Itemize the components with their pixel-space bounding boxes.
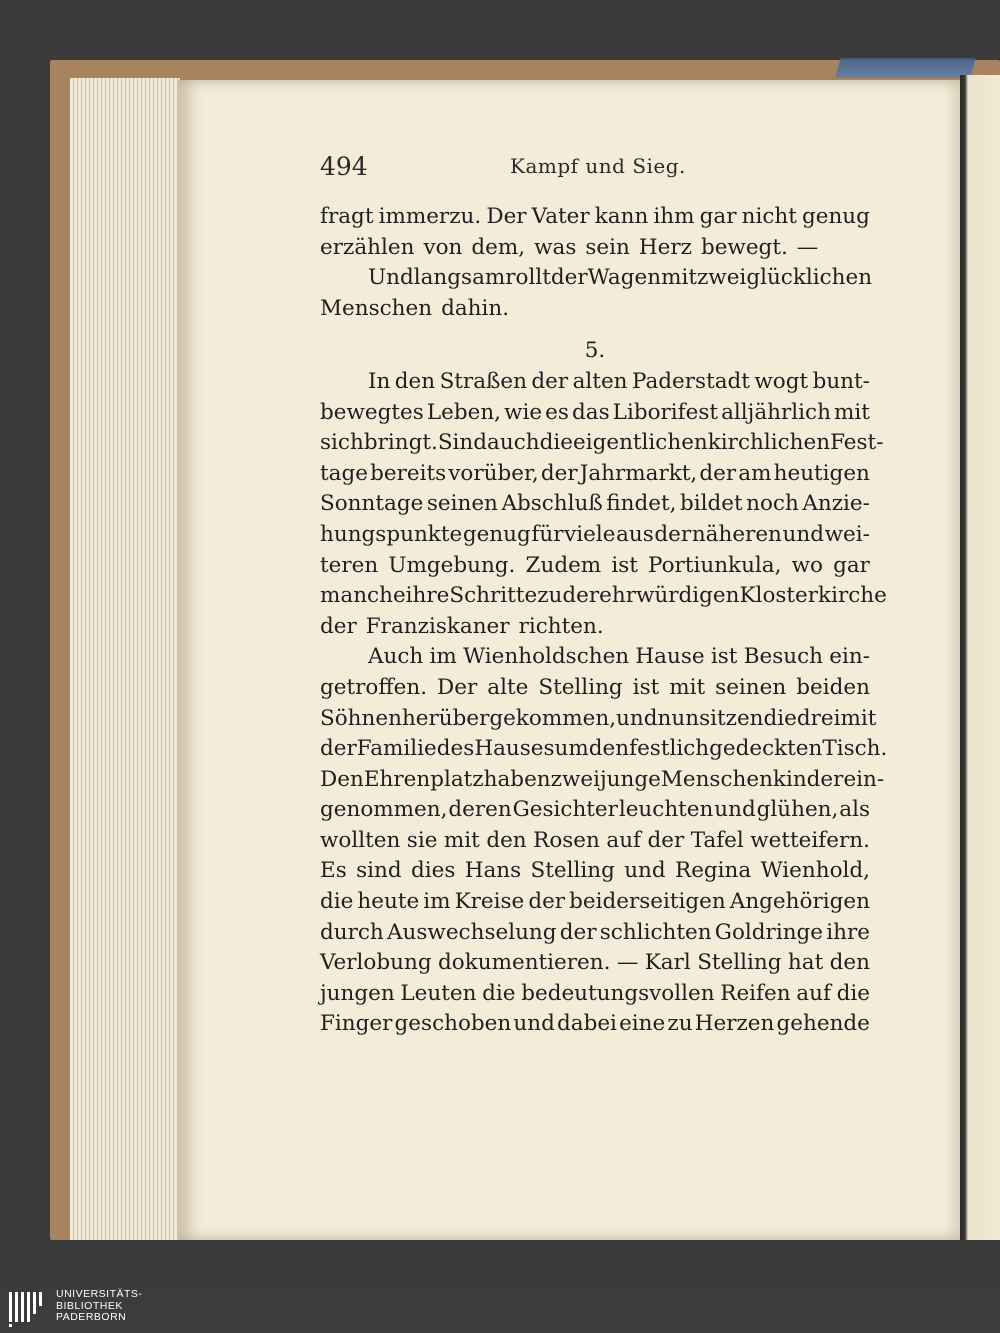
text-line: Söhnen herübergekommen, und nun sitzen die drei mit: [320, 705, 877, 731]
page-edges: [70, 78, 180, 1240]
text-line: Sonntage seinen Abschluß findet, bildet noch Anzie-: [320, 491, 870, 517]
running-title: Kampf und Sieg.: [510, 154, 686, 178]
text-line: teren Umgebung. Zudem ist Portiunkula, wo gar: [320, 552, 870, 578]
text-line: hungspunkte genug für viele aus der näheren und wei-: [320, 521, 870, 547]
section-gap: [320, 324, 870, 336]
text-line: fragt immerzu. Der Vater kann ihm gar nicht genug: [320, 204, 870, 229]
text-line: Menschen dahin.: [320, 295, 510, 321]
text-line: der Franziskaner richten.: [320, 613, 604, 639]
text-line: manche ihre Schritte zu der ehrwürdigen Klosterkirche: [320, 583, 887, 609]
text-line: Den Ehrenplatz haben zwei junge Menschenkinder ein-: [320, 766, 885, 792]
text-line: Und langsam rollt der Wagen mit zwei glücklichen: [368, 265, 873, 291]
library-name-line-3: PADERBORN: [56, 1311, 127, 1323]
bookmark-ribbon: [835, 58, 975, 78]
text-line: getroffen. Der alte Stelling ist mit seinen beiden: [320, 674, 870, 700]
text-line: wollten sie mit den Rosen auf der Tafel wetteifern.: [320, 827, 870, 853]
text-line: der Familie des Hauses um den festlich gedeckten Tisch.: [320, 736, 888, 762]
footer-bar: [0, 1285, 1000, 1333]
page-body-text: [320, 202, 888, 1040]
page-number: 494: [320, 152, 368, 181]
text-line: bewegtes Leben, wie es das Liborifest alljährlich mit: [320, 399, 870, 425]
text-line: Finger geschoben und dabei eine zu Herzen gehende: [320, 1011, 870, 1037]
text-line: Verlobung dokumentieren. — Karl Stelling hat den: [320, 950, 870, 976]
text-line: die heute im Kreise der beiderseitigen Angehörigen: [320, 889, 870, 915]
text-line: genommen, deren Gesichter leuchten und glühen, als: [320, 797, 870, 823]
facing-page-edge: [960, 75, 1000, 1240]
university-library-logo-icon: [8, 1290, 44, 1328]
page-header: [320, 152, 868, 190]
library-name-line-2: BIBLIOTHEK: [56, 1299, 123, 1312]
library-name-line-1: UNIVERSITÄTS-: [56, 1288, 143, 1300]
text-line: jungen Leuten die bedeutungsvollen Reifen auf die: [320, 980, 870, 1006]
library-name: [56, 1289, 142, 1324]
text-line: erzählen von dem, was sein Herz bewegt. —: [320, 234, 819, 260]
section-heading: 5.: [584, 338, 606, 364]
text-line: sich bringt. Sind auch die eigentlichen kirchlichen Fest-: [320, 430, 884, 456]
text-line: tage bereits vorüber, der Jahrmarkt, der am heutigen: [320, 460, 870, 486]
text-line: Auch im Wienholdschen Hause ist Besuch ein-: [368, 644, 870, 670]
text-line: durch Auswechselung der schlichten Goldringe ihre: [320, 919, 870, 945]
text-line: Es sind dies Hans Stelling und Regina Wienhold,: [320, 858, 870, 884]
text-line: In den Straßen der alten Paderstadt wogt bunt-: [368, 368, 870, 394]
